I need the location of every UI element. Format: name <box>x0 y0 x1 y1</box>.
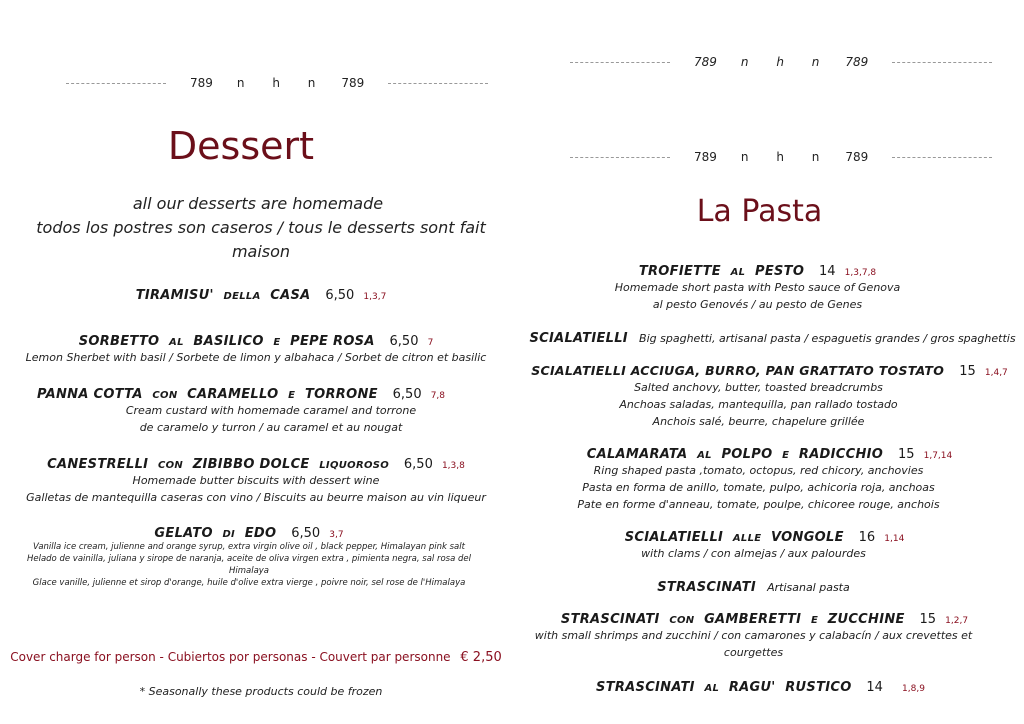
subtitle-line: todos los postres son caseros / tous le desserts sont fait maison <box>36 218 486 261</box>
item-allergens: 1,2,7 <box>945 616 969 626</box>
item-name: CALAMARATA AL POLPO E RADICCHIO <box>586 447 884 462</box>
subtitle <box>10 192 512 264</box>
item-description: Cream custard with homemade caramel and torrone <box>125 404 417 417</box>
item-description: Anchois salé, beurre, chapelure grillée <box>652 415 865 428</box>
item-description: Salted anchovy, butter, toasted breadcrumbs <box>634 381 883 394</box>
item-allergens: 7 <box>427 338 434 348</box>
item-price: 15 <box>897 447 915 462</box>
menu-item <box>505 526 1024 562</box>
item-name: STRASCINATI CON GAMBERETTI E ZUCCHINE <box>560 612 905 627</box>
ornament-code: 789 <box>190 76 213 90</box>
dash-line <box>570 62 670 63</box>
item-description: al pesto Genovés / au pesto de Genes <box>652 298 863 311</box>
ornament-code: 789 <box>694 55 717 69</box>
menu-item <box>10 522 488 589</box>
header-ornament <box>66 76 488 90</box>
cover-charge-text: Cover charge for person - Cubiertos por personas - Couvert par personne <box>10 650 451 664</box>
item-description: with small shrimps and zucchini / con camarones y calabacín / aux crevettes et <box>534 629 973 642</box>
item-description: Lemon Sherbet with basil / Sorbete de limon y albahaca / Sorbet de citron et basilic <box>25 351 487 364</box>
item-price: 6,50 <box>403 457 433 472</box>
item-allergens: 1,3,8 <box>441 461 465 471</box>
item-description: Himalaya <box>228 566 270 576</box>
menu-item <box>497 676 1024 695</box>
ornament-letters: n h n <box>740 150 832 164</box>
item-name: SORBETTO AL BASILICO E PEPE ROSA <box>78 334 375 349</box>
item-allergens: 7,8 <box>430 391 446 401</box>
cover-charge <box>0 650 512 665</box>
item-description: de caramelo y turron / au caramel et au nougat <box>139 421 403 434</box>
menu-item <box>515 443 1024 513</box>
ornament-code: 789 <box>341 76 365 90</box>
item-description: Galletas de mantequilla caseras con vino / Biscuits au beurre maison au vin liqueur <box>26 491 486 504</box>
item-description: Homemade short pasta with Pesto sauce of Genova <box>614 281 901 294</box>
item-description: Anchoas saladas, mantequilla, pan rallado tostado <box>619 398 898 411</box>
menu-item <box>483 576 1024 595</box>
menu-item <box>505 608 1024 661</box>
item-description: with clams / con almejas / aux palourdes <box>641 547 866 560</box>
item-allergens: 1,4,7 <box>984 368 1008 378</box>
menu-item <box>521 327 1024 346</box>
item-allergens: 1,8,9 <box>902 684 925 694</box>
dash-line <box>388 83 488 84</box>
seasonal-note: * Seasonally these products could be frozen <box>139 685 383 698</box>
header-ornament <box>570 150 992 164</box>
page-title: La Pasta <box>696 194 823 229</box>
item-price: 15 <box>919 612 937 627</box>
dash-line <box>66 83 166 84</box>
item-description: Glace vanille, julienne et sirop d'orange, huile d'olive extra vierge , poivre noir, sel rose de l'Himalaya <box>32 578 466 588</box>
menu-item <box>0 453 512 506</box>
item-price: 6,50 <box>389 334 419 349</box>
dash-line <box>892 157 992 158</box>
item-name: TIRAMISU' DELLA CASA <box>135 288 311 303</box>
item-price: 6,50 <box>291 526 321 541</box>
item-name: GELATO DI EDO <box>154 526 277 541</box>
item-name: SCIALATIELLI <box>529 331 628 346</box>
item-allergens: 3,7 <box>329 530 344 540</box>
header-ornament <box>570 55 992 69</box>
menu-item <box>0 383 512 436</box>
dash-line <box>570 157 670 158</box>
item-description: Pasta en forma de anillo, tomate, pulpo, achicoria roja, anchoas <box>582 481 935 494</box>
item-description: Ring shaped pasta ,tomato, octopus, red chicory, anchovies <box>593 464 924 477</box>
cover-charge-price: € 2,50 <box>460 650 502 665</box>
menu-item <box>515 360 1024 430</box>
item-name: CANESTRELLI CON ZIBIBBO DOLCE LIQUOROSO <box>47 457 390 472</box>
item-name: TROFIETTE AL PESTO <box>638 264 805 279</box>
item-description: courgettes <box>723 646 784 659</box>
item-allergens: 1,3,7,8 <box>844 268 877 278</box>
item-price: 14 <box>866 680 883 695</box>
menu-item <box>0 330 512 366</box>
item-description: Big spaghetti, artisanal pasta / espaguetis grandes / gros spaghettis <box>639 332 1016 345</box>
item-allergens: 1,7,14 <box>923 451 953 461</box>
item-price: 16 <box>858 530 876 545</box>
ornament-letters: n h n <box>236 76 328 90</box>
item-name: STRASCINATI <box>657 580 756 595</box>
item-price: 14 <box>819 264 836 279</box>
page-title: Dessert <box>167 124 315 168</box>
menu-item <box>10 284 512 303</box>
item-name: SCIALATIELLI ALLE VONGOLE <box>624 530 844 545</box>
item-description: Vanilla ice cream, julienne and orange syrup, extra virgin olive oil , black pepper, Himalayan pink salt <box>33 542 465 552</box>
ornament-code: 789 <box>694 150 717 164</box>
item-name: PANNA COTTA CON CARAMELLO E TORRONE <box>36 387 378 402</box>
item-description: Pate en forme d'anneau, tomate, poulpe, chicoree rouge, anchois <box>577 498 940 511</box>
ornament-letters: n h n <box>740 55 832 69</box>
item-name: STRASCINATI AL RAGU' RUSTICO <box>596 680 852 695</box>
item-description: Homemade butter biscuits with dessert wine <box>132 474 380 487</box>
item-description: Helado de vainilla, juliana y sirope de naranja, aceite de oliva virgen extra , pimienta negra, sal rosa del <box>26 554 472 564</box>
item-price: 6,50 <box>325 288 355 303</box>
item-description: Artisanal pasta <box>767 581 850 594</box>
item-price: 6,50 <box>392 387 422 402</box>
item-name: SCIALATIELLI ACCIUGA, BURRO, PAN GRATTATO TOSTATO <box>531 363 945 378</box>
item-allergens: 1,14 <box>884 534 905 544</box>
ornament-code: 789 <box>845 55 869 69</box>
item-allergens: 1,3,7 <box>363 292 387 302</box>
dash-line <box>892 62 992 63</box>
subtitle-line: all our desserts are homemade <box>132 194 384 213</box>
menu-item <box>491 260 1024 313</box>
item-price: 15 <box>959 364 976 379</box>
pasta-page <box>505 0 1024 724</box>
ornament-code: 789 <box>845 150 869 164</box>
